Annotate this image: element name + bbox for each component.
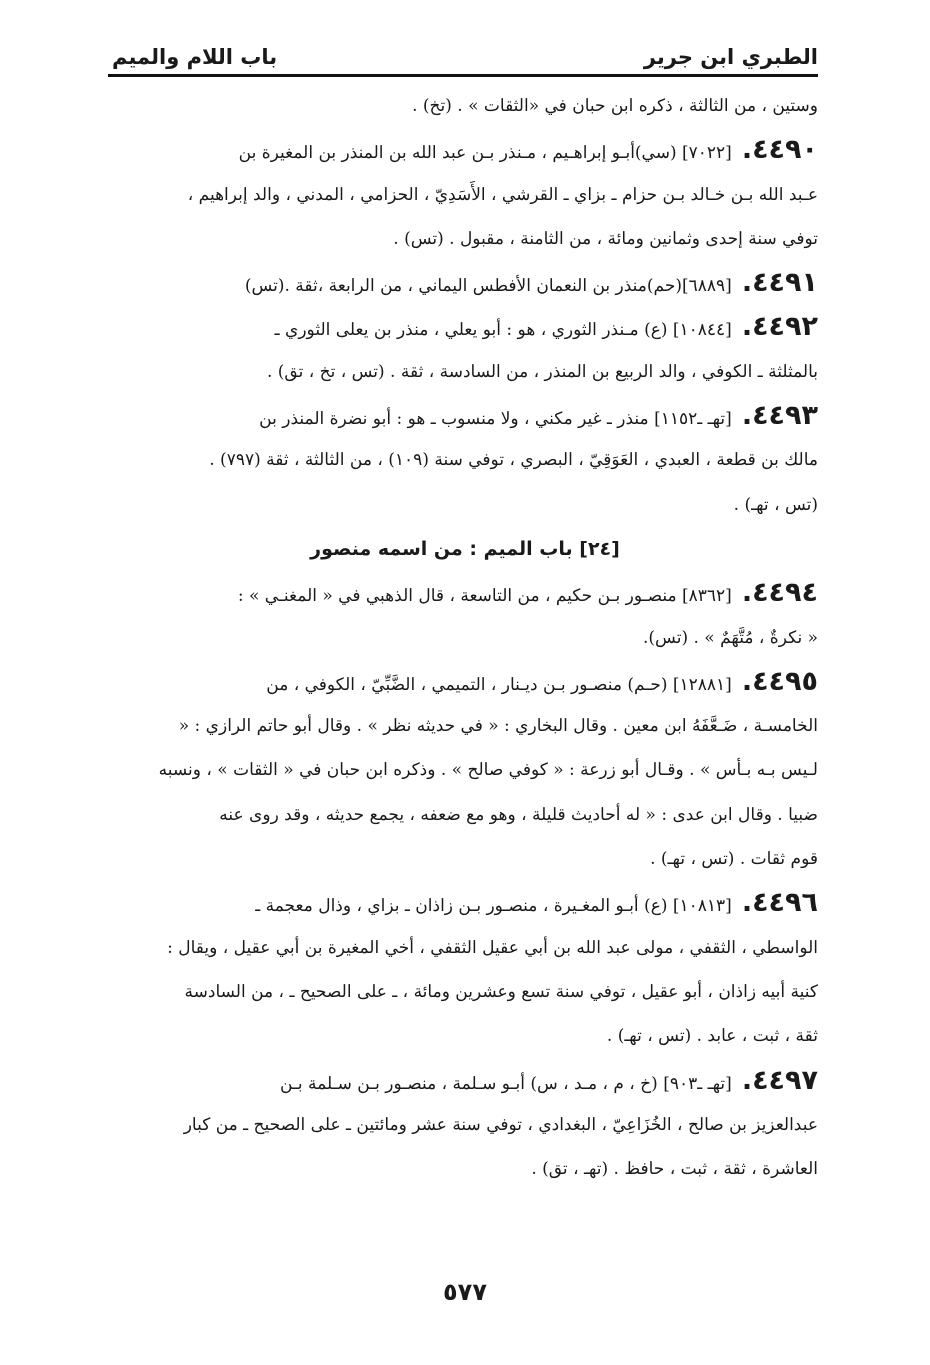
entry-text: [١٠٨٤٤] (ع) مـنذر الثوري ، هو : أبو يعلي ، منذر بن يعلى الثوري ـ — [274, 320, 732, 341]
header-chapter-title: باب اللام والميم — [112, 45, 278, 69]
text-line: العاشرة ، ثقة ، ثبت ، حافظ . (تهـ ، تق) . — [531, 1159, 818, 1180]
entry-line — [112, 261, 818, 305]
text-line: الخامسـة ، ضَـعَّفَهُ ابن معين . وقال البخاري : « في حديثه نظر » . وقال أبو حاتم الرازي : « — [178, 716, 818, 737]
text-line: عـبد الله بـن خـالد بـن حزام ـ بزاي ـ القرشي ، الأَسَدِيّ ، الحزامي ، المدني ، والد إبراهيم ، — [187, 184, 818, 205]
text-line: مالك بن قطعة ، العبدي ، العَوَقِيّ ، البصري ، توفي سنة (١٠٩) ، من الثالثة ، ثقة (٧٩٧) . — [209, 450, 818, 471]
entry-number: ٤٤٩٣. — [741, 400, 818, 432]
entry-text: [١٠٨١٣] (ع) أبـو المغـيرة ، منصـور بـن زاذان ـ بزاي ، وذال معجمة ـ — [255, 896, 732, 917]
entry-number: ٤٤٩٥. — [741, 665, 818, 697]
entry-text: [١٢٨٨١] (حـم) منصـور بـن ديـنار ، التميمي ، الضَّبِّيّ ، الكوفي ، من — [266, 674, 732, 695]
text-line: ثقة ، ثبت ، عابد . (تس ، تهـ) . — [606, 1026, 818, 1047]
text-line: (تس ، تهـ) . — [733, 494, 818, 515]
entry-line — [112, 881, 818, 925]
text-line: الواسطي ، الثقفي ، مولى عبد الله بن أبي عقيل الثقفي ، أخي المغيرة بن أبي عقيل ، ويقال : — [167, 937, 818, 958]
header-book-title: الطبري ابن جرير — [643, 45, 818, 69]
entry-line — [112, 571, 818, 615]
text-line: عبدالعزيز بن صالح ، الخُزَاعِيّ ، البغدادي ، توفي سنة عشر ومائتين ـ على الصحيح ـ من كبار — [183, 1114, 818, 1135]
entry-line — [112, 305, 818, 349]
text-line: قوم ثقات . (تس ، تهـ) . — [650, 849, 818, 870]
entry-text: [٦٨٨٩](حم)منذر بن النعمان الأفطس اليماني ، من الرابعة ،ثقة .(تس) — [244, 276, 732, 297]
section-heading: [٢٤] باب الميم : من اسمه منصور — [310, 537, 620, 560]
entry-line — [112, 660, 818, 704]
page-body — [112, 84, 818, 1191]
entry-line — [112, 394, 818, 438]
text-line: لـيس بـه بـأس » . وقـال أبو زرعة : « كوفي صالح » . وذكره ابن حبان في « الثقات » ، ونسبه — [158, 760, 818, 781]
entry-number: ٤٤٩١. — [741, 267, 818, 299]
entry-text: [٧٠٢٢] (سي)أبـو إبراهـيم ، مـنذر بـن عبد الله بن المنذر بن المغيرة بن — [238, 143, 732, 164]
text-line: وستين ، من الثالثة ، ذكره ابن حبان في «الثقات » . (تخ) . — [412, 96, 818, 116]
header-rule — [108, 74, 818, 77]
text-line: كنية أبيه زاذان ، أبو عقيل ، توفي سنة تسع وعشرين ومائة ، ـ على الصحيح ـ ، من السادسة — [184, 981, 818, 1002]
entry-text: [تهـ ـ٩٠٣] (خ ، م ، مـد ، س) أبـو سـلمة ، منصـور بـن سـلمة بـن — [280, 1073, 732, 1094]
running-header — [112, 28, 818, 68]
text-line: توفي سنة إحدى وثمانين ومائة ، من الثامنة ، مقبول . (تس) . — [393, 228, 818, 249]
text-line: ضبيا . وقال ابن عدى : « له أحاديث قليلة ، وهو مع ضعفه ، يجمع حديثه ، وقد روى عنه — [219, 804, 818, 825]
entry-line — [112, 1059, 818, 1103]
entry-number: ٤٤٩٤. — [741, 577, 818, 609]
page-number: ٥٧٧ — [443, 1278, 487, 1306]
entry-text: [تهـ ـ١١٥٢] منذر ـ غير مكني ، ولا منسوب ـ هو : أبو نضرة المنذر بن — [259, 409, 732, 430]
entry-text: [٨٣٦٢] منصـور بـن حكيم ، من التاسعة ، قال الذهبي في « المغنـي » : — [237, 586, 732, 607]
entry-number: ٤٤٩٧. — [741, 1064, 818, 1096]
text-line: « نكرةٌ ، مُتَّهَمٌ » . (تس). — [643, 627, 818, 648]
entry-number: ٤٤٩٢. — [741, 311, 818, 343]
text-line: بالمثلثة ـ الكوفي ، والد الربيع بن المنذر ، من السادسة ، ثقة . (تس ، تخ ، تق) . — [266, 361, 818, 382]
entry-number: ٤٤٩٦. — [741, 887, 818, 919]
entry-line — [112, 128, 818, 172]
entry-number: ٤٤٩٠. — [741, 134, 818, 166]
